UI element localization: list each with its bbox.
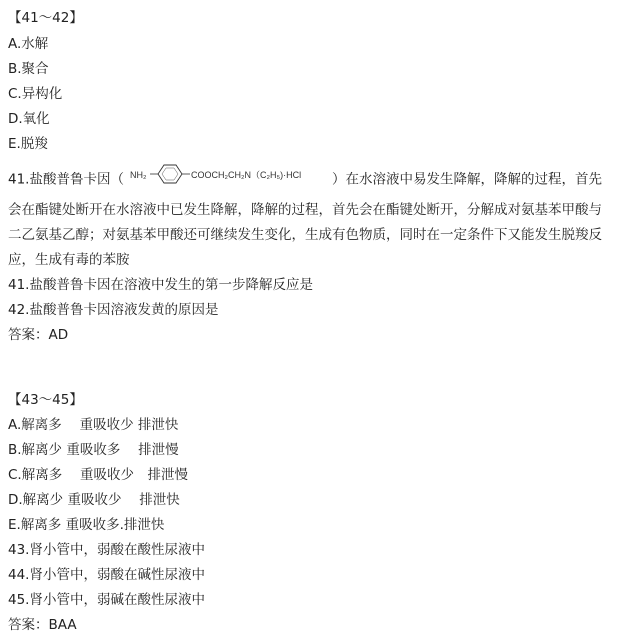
- question-41-stem: [8, 160, 614, 190]
- benzene-ring-shape: [158, 165, 182, 183]
- question-41-prefix: 41.盐酸普鲁卡因（: [8, 171, 124, 188]
- question-42: 42.盐酸普鲁卡因溶液发黄的原因是: [8, 302, 219, 318]
- question-41-suffix: ）在水溶液中易发生降解，降解的过程，首先: [331, 171, 602, 188]
- option-d: D.氧化: [8, 111, 50, 127]
- section-header-2: 【43～45】: [8, 392, 83, 408]
- question-43: 43.肾小管中，弱酸在酸性尿液中: [8, 542, 205, 558]
- option-b-2: B.解离少 重吸收多 排泄慢: [8, 442, 179, 458]
- option-e-2: E.解离多 重吸收多.排泄快: [8, 517, 165, 533]
- procaine-structure-svg: [128, 160, 328, 188]
- procaine-structure-image: [128, 160, 328, 199]
- answer-43-45: 答案：BAA: [8, 617, 77, 633]
- option-c: C.异构化: [8, 86, 63, 102]
- structure-chain-label: COOCH₂CH₂N（C₂H₅)·HCl: [190, 170, 302, 180]
- option-e: E.脱羧: [8, 136, 48, 152]
- question-45: 45.肾小管中，弱碱在酸性尿液中: [8, 592, 205, 608]
- question-41: 41.盐酸普鲁卡因在溶液中发生的第一步降解反应是: [8, 277, 313, 293]
- question-44: 44.肾小管中，弱酸在碱性尿液中: [8, 567, 205, 583]
- option-d-2: D.解离少 重吸收少 排泄快: [8, 492, 180, 508]
- option-a-2: A.解离多 重吸收少 排泄快: [8, 417, 179, 433]
- option-a: A.水解: [8, 36, 49, 52]
- answer-41-42: 答案：AD: [8, 327, 69, 343]
- option-b: B.聚合: [8, 61, 49, 77]
- structure-nh2-label: NH₂: [129, 170, 147, 180]
- option-c-2: C.解离多 重吸收少 排泄慢: [8, 467, 189, 483]
- question-41-paragraph: 会在酯键处断开在水溶液中已发生降解，降解的过程，首先会在酯键处断开，分解成对氨基苯甲酸与二乙氨基乙醇；对氨基苯甲酸还可继续发生变化，生成有色物质，同时在一定条件下又能发生脱羧反应，生成有毒的苯胺: [8, 202, 602, 268]
- section-header: 【41～42】: [8, 10, 83, 26]
